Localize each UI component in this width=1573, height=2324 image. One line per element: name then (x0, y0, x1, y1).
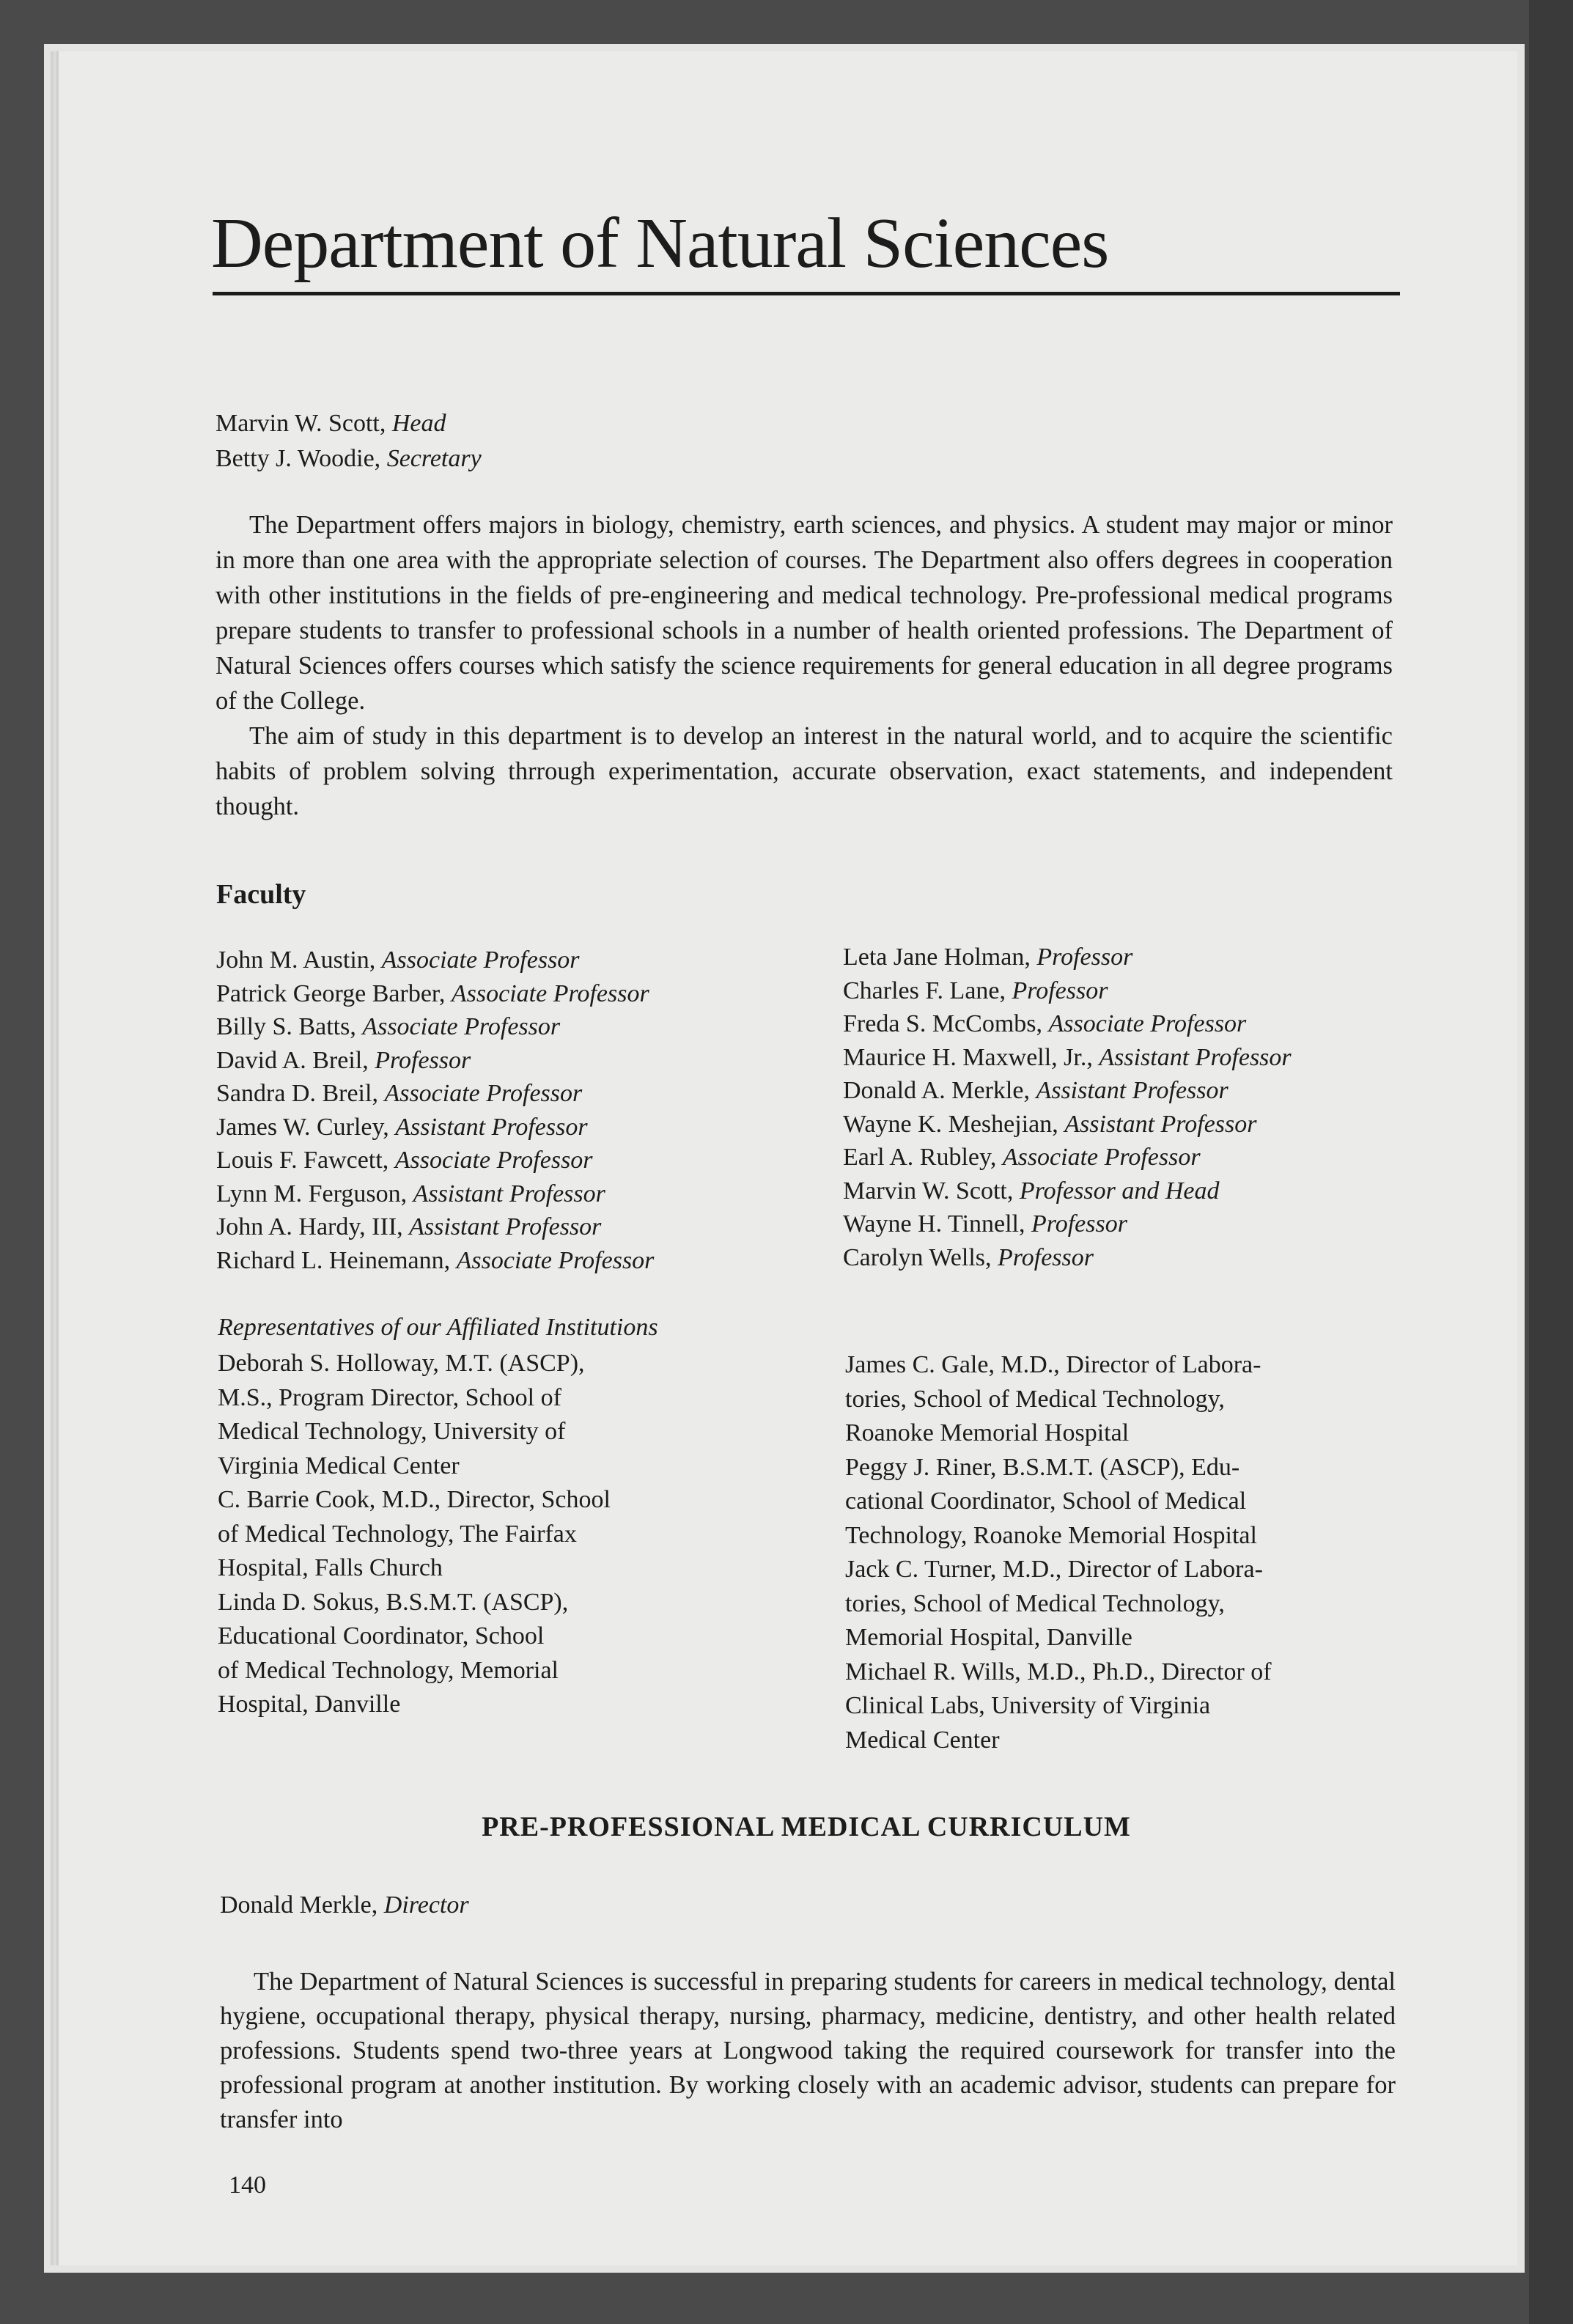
faculty-list-left (216, 944, 654, 1277)
faculty-rank: Assistant Professor (1036, 1077, 1228, 1104)
representative-line: Memorial Hospital, Danville (845, 1624, 1132, 1651)
faculty-name: Carolyn Wells, (843, 1243, 992, 1271)
faculty-list-right (843, 941, 1292, 1274)
section-body (220, 1965, 1396, 2137)
faculty-rank: Associate Professor (394, 1147, 593, 1174)
representative-line: Hospital, Danville (218, 1691, 401, 1718)
faculty-rank: Assistant Professor (413, 1180, 605, 1207)
faculty-entry (843, 1141, 1292, 1174)
faculty-rank: Professor (1036, 944, 1133, 971)
representative-line: Technology, Roanoke Memorial Hospital (845, 1521, 1257, 1549)
department-staff (215, 406, 482, 477)
faculty-entry (843, 941, 1292, 974)
faculty-entry (843, 1007, 1292, 1041)
representative-line: C. Barrie Cook, M.D., Director, School (218, 1486, 611, 1513)
representative-line: Hospital, Falls Church (218, 1554, 443, 1581)
representative-line: James C. Gale, M.D., Director of Labora- (845, 1351, 1261, 1378)
faculty-rank: Associate Professor (384, 1080, 583, 1107)
faculty-rank: Assistant Professor (1064, 1110, 1257, 1138)
faculty-name: David A. Breil, (216, 1046, 369, 1074)
representative-entry (845, 1348, 1417, 1451)
faculty-name: Marvin W. Scott, (843, 1177, 1014, 1205)
background-edge (1529, 0, 1573, 2324)
representative-line: Deborah S. Holloway, M.T. (ASCP), (218, 1350, 585, 1377)
faculty-name: Billy S. Batts, (216, 1013, 356, 1040)
page-number: 140 (229, 2172, 266, 2199)
staff-line (215, 406, 482, 441)
faculty-name: Sandra D. Breil, (216, 1080, 378, 1107)
intro-paragraph: The aim of study in this department is to develop an interest in the natural world, and to acquire the scientific habits of problem solving thrrough experimentation, accurate observation, exact statements, and independent thought. (215, 722, 1393, 820)
representatives-heading: Representatives of our Affiliated Institutions (218, 1314, 658, 1341)
staff-role: Secretary (386, 445, 482, 472)
faculty-entry (843, 1207, 1292, 1241)
faculty-rank: Professor (1012, 977, 1108, 1004)
representative-entry (845, 1451, 1417, 1553)
section-heading: PRE-PROFESSIONAL MEDICAL CURRICULUM (482, 1812, 1131, 1842)
representative-line: Educational Coordinator, School (218, 1622, 545, 1650)
faculty-name: Wayne K. Meshejian, (843, 1110, 1058, 1138)
director-role: Director (383, 1891, 469, 1919)
representative-entry (845, 1553, 1417, 1655)
faculty-name: Lynn M. Ferguson, (216, 1180, 408, 1207)
faculty-name: John M. Austin, (216, 946, 376, 974)
faculty-entry (216, 944, 654, 977)
representative-line: Jack C. Turner, M.D., Director of Labora- (845, 1556, 1263, 1583)
representative-entry (218, 1347, 716, 1483)
representative-line: M.S., Program Director, School of (218, 1383, 561, 1411)
representatives-left (218, 1347, 716, 1722)
faculty-entry (843, 974, 1292, 1008)
catalog-page (59, 51, 1517, 2265)
faculty-entry (843, 1074, 1292, 1108)
representative-line: Virginia Medical Center (218, 1452, 460, 1479)
faculty-rank: Professor and Head (1019, 1177, 1220, 1205)
representative-line: of Medical Technology, The Fairfax (218, 1520, 577, 1548)
representative-line: Medical Technology, University of (218, 1418, 566, 1445)
faculty-name: Maurice H. Maxwell, Jr., (843, 1043, 1093, 1071)
intro-paragraph: The Department offers majors in biology, chemistry, earth sciences, and physics. A student may major or minor in more than one area with the appropriate selection of courses. The Department also offers degrees in cooperation with other institutions in the fields of pre-engineering and medical technology. Pre-professional medical programs prepare students to transfer to professional schools in a number of health oriented professions. The Department of Natural Sciences offers courses which satisfy the science requirements for general education in all degree programs of the College. (215, 511, 1393, 715)
representative-line: Peggy J. Riner, B.S.M.T. (ASCP), Edu- (845, 1453, 1240, 1481)
representative-line: Medical Center (845, 1726, 1000, 1754)
faculty-entry (216, 1111, 654, 1144)
representative-line: Roanoke Memorial Hospital (845, 1419, 1130, 1446)
faculty-name: John A. Hardy, III, (216, 1213, 403, 1240)
faculty-entry (216, 1077, 654, 1111)
faculty-entry (216, 1244, 654, 1278)
faculty-entry (843, 1174, 1292, 1208)
representative-entry (845, 1655, 1417, 1758)
faculty-entry (843, 1241, 1292, 1275)
faculty-name: Leta Jane Holman, (843, 944, 1031, 971)
faculty-rank: Professor (998, 1243, 1094, 1271)
faculty-name: Earl A. Rubley, (843, 1144, 997, 1171)
faculty-entry (216, 1210, 654, 1244)
section-paragraph: The Department of Natural Sciences is successful in preparing students for careers in medical technology, dental hygiene, occupational therapy, physical therapy, nursing, pharmacy, medicine, dentistry, and other health related professions. Students spend two-three years at Longwood taking the required coursework for transfer into the professional program at another institution. By working closely with an academic advisor, students can prepare for transfer into (220, 1968, 1396, 2133)
faculty-rank: Assistant Professor (395, 1113, 588, 1141)
faculty-rank: Associate Professor (362, 1013, 561, 1040)
faculty-entry (843, 1108, 1292, 1141)
staff-line (215, 441, 482, 477)
faculty-name: Freda S. McCombs, (843, 1010, 1042, 1037)
faculty-entry (216, 1010, 654, 1044)
faculty-name: Charles F. Lane, (843, 977, 1006, 1004)
representative-line: tories, School of Medical Technology, (845, 1589, 1225, 1617)
faculty-name: Patrick George Barber, (216, 979, 446, 1007)
representative-line: tories, School of Medical Technology, (845, 1385, 1225, 1413)
faculty-rank: Professor (1031, 1210, 1127, 1238)
faculty-rank: Associate Professor (451, 979, 649, 1007)
faculty-name: Donald A. Merkle, (843, 1077, 1030, 1104)
faculty-entry (843, 1041, 1292, 1075)
faculty-name: Richard L. Heinemann, (216, 1246, 451, 1274)
faculty-rank: Associate Professor (1002, 1144, 1201, 1171)
representative-line: Clinical Labs, University of Virginia (845, 1692, 1211, 1719)
faculty-name: Wayne H. Tinnell, (843, 1210, 1025, 1238)
faculty-entry (216, 1044, 654, 1078)
faculty-rank: Associate Professor (1048, 1010, 1247, 1037)
faculty-heading: Faculty (216, 879, 306, 910)
faculty-name: Louis F. Fawcett, (216, 1147, 389, 1174)
faculty-rank: Associate Professor (381, 946, 580, 974)
title-underline (213, 292, 1400, 295)
intro-text (215, 507, 1393, 824)
faculty-rank: Professor (375, 1046, 471, 1074)
page-title: Department of Natural Sciences (211, 204, 1109, 283)
staff-name: Betty J. Woodie, (215, 445, 381, 472)
faculty-rank: Assistant Professor (409, 1213, 602, 1240)
representative-line: cational Coordinator, School of Medical (845, 1488, 1247, 1515)
representatives-right (845, 1348, 1417, 1757)
representative-line: Linda D. Sokus, B.S.M.T. (ASCP), (218, 1588, 569, 1616)
representative-line: Michael R. Wills, M.D., Ph.D., Director of (845, 1658, 1272, 1685)
director-line (220, 1891, 469, 1919)
representative-entry (218, 1483, 716, 1586)
representative-line: of Medical Technology, Memorial (218, 1656, 559, 1684)
faculty-entry (216, 1144, 654, 1177)
faculty-rank: Assistant Professor (1099, 1043, 1292, 1071)
faculty-name: James W. Curley, (216, 1113, 389, 1141)
faculty-rank: Associate Professor (456, 1246, 655, 1274)
faculty-entry (216, 1177, 654, 1211)
representative-entry (218, 1586, 716, 1722)
staff-role: Head (391, 410, 446, 437)
director-name: Donald Merkle, (220, 1891, 378, 1919)
faculty-entry (216, 977, 654, 1011)
staff-name: Marvin W. Scott, (215, 410, 386, 437)
